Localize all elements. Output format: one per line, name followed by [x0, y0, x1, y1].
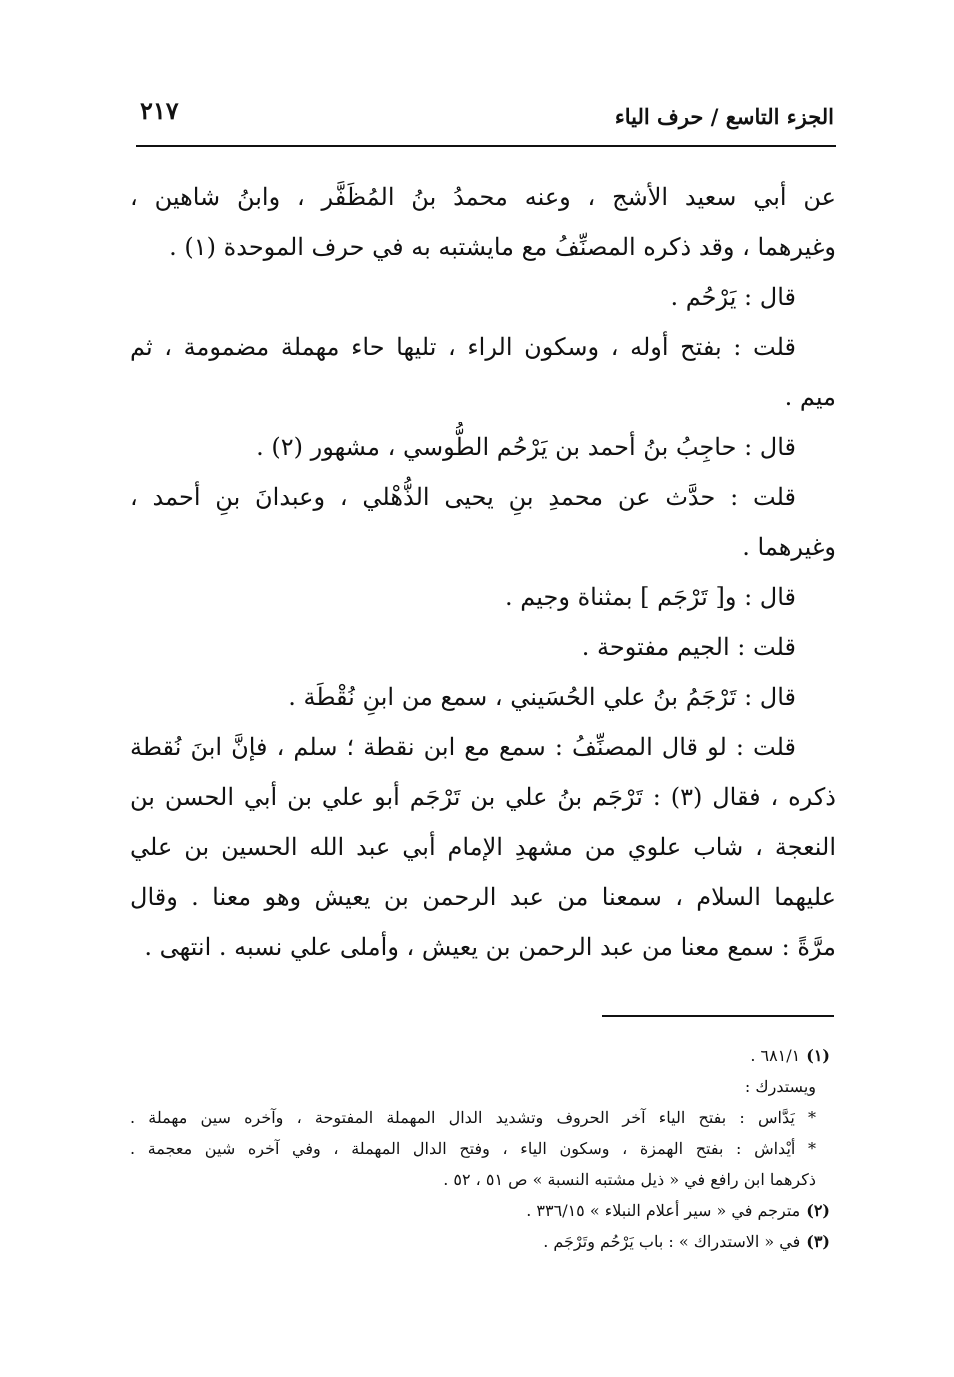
text-line: وغيرهما ، وقد ذكره المصنِّفُ مع مايشتبه به في حرف الموحدة (١) . — [169, 233, 836, 261]
footnote-number: (١) — [806, 1046, 830, 1065]
text-line: النعجة ، شاب علوي من مشهدِ الإمام أبي عبد الله الحسين بن علي — [130, 833, 836, 861]
footnote-line — [130, 1164, 830, 1195]
footnote-line — [130, 1195, 830, 1226]
text-line: عن أبي سعيد الأشج ، وعنه محمدُ بنُ المُظَفَّر ، وابنُ شاهين ، — [130, 183, 836, 211]
footnote-text: * أيْداش : بفتح الهمزة ، وسكون الياء ، وفتح الدال المهملة ، وفي آخره شين معجمة . — [130, 1139, 816, 1158]
text-line: قال : حاجِبُ بنُ أحمد بن يَرْحُم الطُّوسي ، مشهور (٢) . — [256, 433, 796, 461]
text-line: عليهما السلام ، سمعنا من عبد الرحمن بن يعيش وهو معنا . وقال — [130, 883, 836, 911]
footnote-separator — [602, 1015, 834, 1017]
text-line: قال : و[ تَرْجَم ] بمثناة وجيم . — [505, 583, 796, 611]
text-line: قلت : الجيم مفتوحة . — [581, 633, 796, 661]
footnote-text: ٦٨١/١ . — [750, 1046, 801, 1065]
page-number: ٢١٧ — [140, 96, 179, 125]
footnote-line — [130, 1133, 830, 1164]
text-line: قلت : لو قال المصنِّفُ : سمع مع ابن نقطة ؛ سلم ، فإنَّ ابنَ نُقطة — [130, 733, 796, 761]
footnote-number: (٢) — [806, 1201, 830, 1220]
text-line: ميم . — [784, 383, 836, 411]
page-header — [140, 92, 834, 136]
footnote-line — [130, 1071, 830, 1102]
footnotes — [130, 1040, 830, 1257]
text-line: قال : تَرْجَمُ بنُ علي الحُسَيني ، سمع من ابنِ نُقْطَة . — [288, 683, 796, 711]
footnote-line — [130, 1040, 830, 1071]
footnote-text: ويستدرك : — [744, 1077, 816, 1096]
text-line: مرَّةً : سمع معنا من عبد الرحمن بن يعيش ، وأملى علي نسبه . انتهى . — [144, 933, 836, 961]
header-rule — [136, 145, 836, 147]
text-line: ذكره ، فقال (٣) : تَرْجَم بنُ علي بن تَرْجَم أبو علي بن أبي الحسن بن — [130, 783, 836, 811]
footnote-text: * يَدَّاس : بفتح الياء آخر الحروف وتشديد الدال المهملة المفتوحة ، وآخره سين مهملة . — [130, 1108, 816, 1127]
text-line: قلت : بفتح أوله ، وسكون الراء ، تليها حاء مهملة مضمومة ، ثم — [130, 333, 796, 361]
text-line: قلت : حدَّث عن محمدِ بنِ يحيى الذُّهْلي ، وعبدانَ بنِ أحمد ، — [130, 483, 796, 511]
text-line: وغيرهما . — [742, 533, 836, 561]
footnote-number: (٣) — [806, 1232, 830, 1251]
footnote-text: ذكرهما ابن رافع في « ذيل مشتبه النسبة » ص ٥١ ، ٥٢ . — [443, 1170, 816, 1189]
running-head: الجزء التاسع / حرف الياء — [614, 104, 834, 129]
footnote-text: في « الاستدراك » : باب يَرْحُم وتَرْجَم . — [543, 1232, 801, 1251]
footnote-line — [130, 1226, 830, 1257]
text-line: قال : يَرْحُم . — [670, 283, 796, 311]
footnote-line — [130, 1102, 830, 1133]
footnote-text: مترجم في « سير أعلام النبلاء » ٣٣٦/١٥ . — [526, 1201, 801, 1220]
body-text — [130, 172, 836, 972]
